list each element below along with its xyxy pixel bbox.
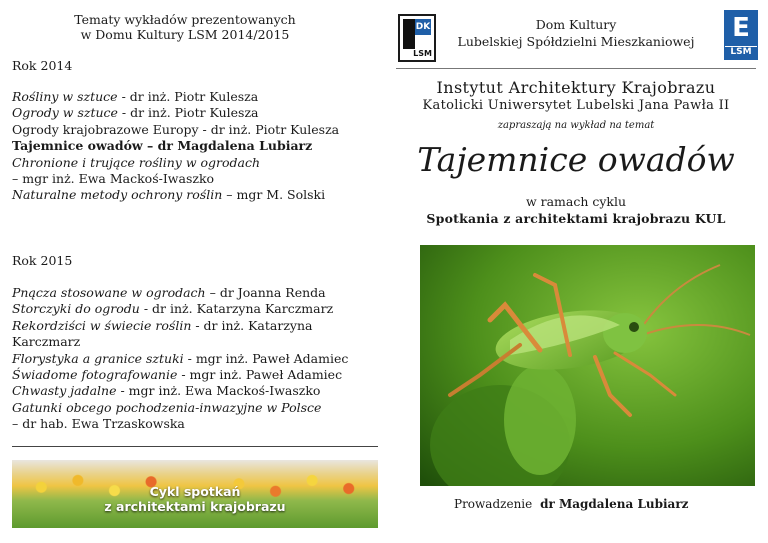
list-item-highlight: Tajemnice owadów – dr Magdalena Lubiarz [12, 138, 313, 154]
list-item: Gatunki obcego pochodzenia-inwazyjne w Polsce [12, 399, 322, 415]
right-column [384, 0, 768, 543]
list-item: Ogrody w sztuce - dr inż. Piotr Kulesza [12, 105, 259, 121]
list-item: – dr hab. Ewa Trzaskowska [12, 416, 185, 432]
list-item: Florystyka a granice sztuki - mgr inż. Paweł Adamiec [12, 350, 349, 366]
lectures-2014-list [12, 89, 384, 204]
list-item: Rekordziści w świecie roślin - dr inż. Katarzyna Karczmarz [12, 317, 313, 350]
heading-line-2: w Domu Kultury LSM 2014/2015 [80, 27, 290, 42]
banner-line-1: Cykl spotkań [149, 484, 241, 499]
year-2014-label: Rok 2014 [12, 58, 73, 73]
dk-title [444, 16, 708, 50]
lsm-logo [724, 10, 758, 60]
lecture-title: Tajemnice owadów [417, 140, 735, 179]
dk-lsm-logo [398, 14, 436, 62]
lsm-logo-letter: E [732, 13, 750, 43]
list-item: Rośliny w sztuce - dr inż. Piotr Kulesza [12, 89, 259, 104]
within-text: w ramach cyklu [525, 194, 627, 209]
dk-title-line-2: Lubelskiej Spółdzielni Mieszkaniowej [457, 34, 695, 49]
list-item: Naturalne metody ochrony roślin – mgr M. Solski [12, 187, 326, 203]
invite-text: zapraszają na wykład na temat [497, 120, 655, 131]
university-name: Katolicki Uniwersytet Lubelski Jana Pawła II [422, 98, 730, 113]
divider [12, 446, 378, 447]
header-divider [396, 68, 756, 69]
presenter-name: dr Magdalena Lubiarz [540, 497, 689, 511]
series-name: Spotkania z architektami krajobrazu KUL [426, 211, 726, 226]
list-item: Ogrody krajobrazowe Europy - dr inż. Piotr Kulesza [12, 121, 340, 137]
banner-line-2: z architektami krajobrazu [104, 499, 286, 514]
lectures-heading [60, 12, 310, 42]
institute-name: Instytut Architektury Krajobrazu [436, 78, 716, 97]
presenter-label: Prowadzenie [454, 497, 533, 511]
lsm-logo-text: LSM [725, 46, 757, 57]
grasshopper-photo [420, 245, 755, 486]
logo-block [403, 19, 415, 49]
list-item: Chwasty jadalne - mgr inż. Ewa Mackoś-Iwaszko [12, 383, 321, 399]
list-item: Storczyki do ogrodu - dr inż. Katarzyna Karczmarz [12, 301, 334, 317]
lectures-2015-list [12, 285, 384, 433]
list-item: Pnącza stosowane w ogrodach – dr Joanna Renda [12, 285, 326, 300]
list-item: Świadome fotografowanie - mgr inż. Paweł Adamiec [12, 367, 343, 383]
presenter-line [454, 497, 754, 511]
list-item: – mgr inż. Ewa Mackoś-Iwaszko [12, 171, 215, 187]
tulips-banner [12, 460, 378, 528]
list-item: Chronione i trujące rośliny w ogrodach [12, 154, 261, 170]
banner-caption [12, 484, 378, 514]
heading-line-1: Tematy wykładów prezentowanych [74, 12, 296, 27]
year-2015-label: Rok 2015 [12, 253, 73, 268]
logo-dk-lsm: LSM [413, 49, 432, 58]
grasshopper-illustration [420, 245, 755, 486]
dk-title-line-1: Dom Kultury [535, 17, 617, 32]
logo-dk-letters: DK [415, 19, 431, 35]
